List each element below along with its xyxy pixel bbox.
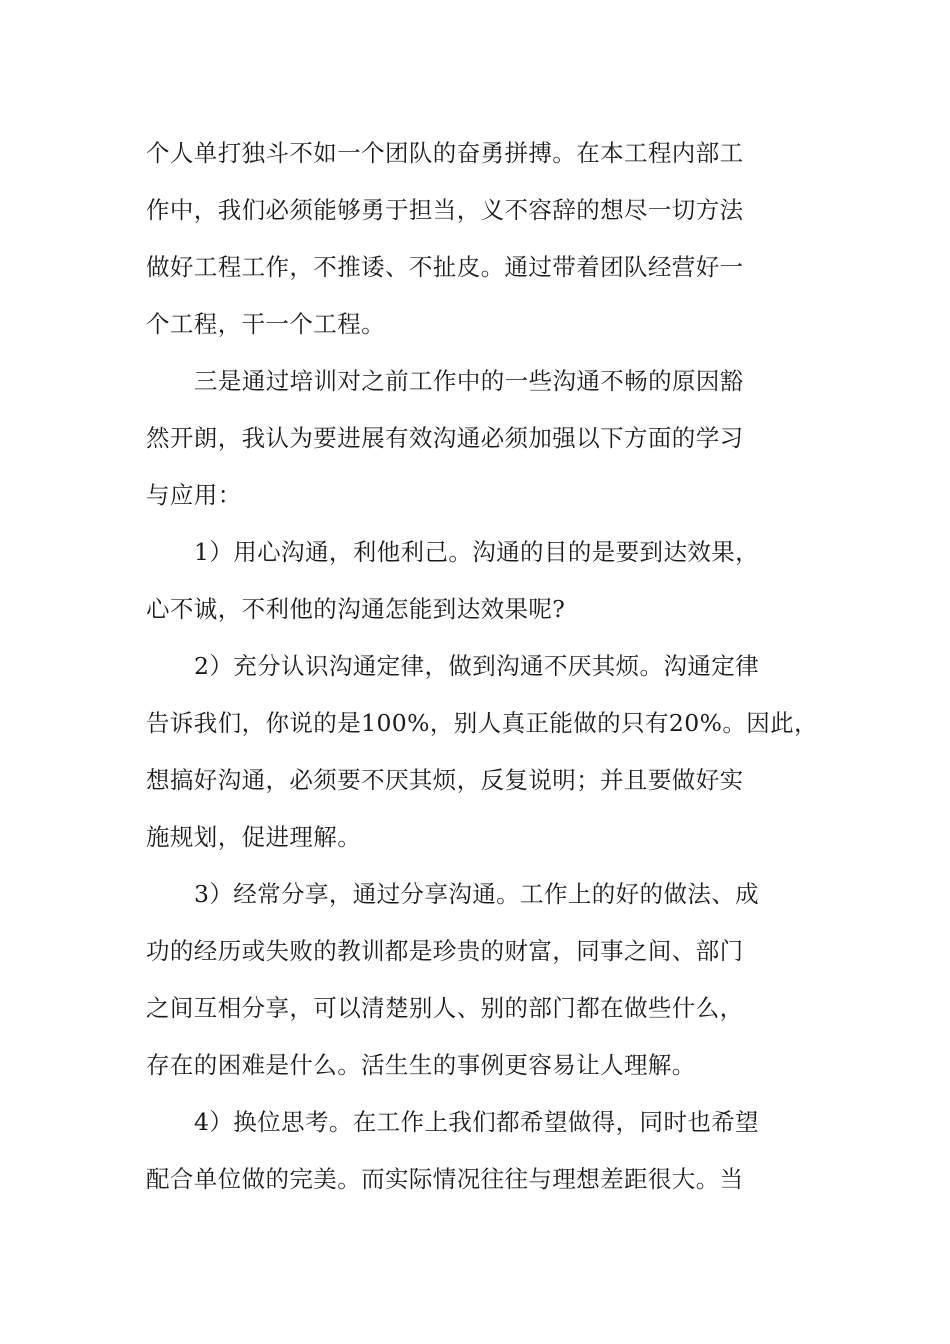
text-line: 存在的困难是什么。活生生的事例更容易让人理解。 — [146, 1051, 696, 1079]
text-line: 功的经历或失败的教训都是珍贵的财富，同事之间、部门 — [146, 937, 744, 965]
text-line: 作中，我们必须能够勇于担当，义不容辞的想尽一切方法 — [146, 196, 744, 224]
text-line: 施规划，促进理解。 — [146, 823, 362, 851]
paragraph-start-line: 1）用心沟通，利他利己。沟通的目的是要到达效果， — [194, 538, 760, 566]
text-line: 然开朗，我认为要进展有效沟通必须加强以下方面的学习 — [146, 424, 744, 452]
text-line: 配合单位做的完美。而实际情况往往与理想差距很大。当 — [146, 1165, 744, 1193]
text-line: 个工程，干一个工程。 — [146, 310, 385, 338]
text-line: 做好工程工作，不推诿、不扯皮。通过带着团队经营好一 — [146, 253, 744, 281]
text-line: 与应用： — [146, 481, 242, 509]
text-line: 个人单打独斗不如一个团队的奋勇拼搏。在本工程内部工 — [146, 139, 744, 167]
text-line: 之间互相分享，可以清楚别人、别的部门都在做些什么， — [146, 994, 744, 1022]
paragraph-start-line: 2）充分认识沟通定律，做到沟通不厌其烦。沟通定律 — [194, 652, 760, 680]
paragraph-start-line: 4）换位思考。在工作上我们都希望做得，同时也希望 — [194, 1108, 760, 1136]
paragraph-start-line: 三是通过培训对之前工作中的一些沟通不畅的原因豁 — [194, 367, 744, 395]
text-line: 告诉我们，你说的是100%，别人真正能做的只有20%。因此， — [146, 709, 818, 737]
paragraph-start-line: 3）经常分享，通过分享沟通。工作上的好的做法、成 — [194, 880, 760, 908]
text-line: 想搞好沟通，必须要不厌其烦，反复说明；并且要做好实 — [146, 766, 744, 794]
text-line: 心不诚，不利他的沟通怎能到达效果呢? — [146, 595, 566, 623]
